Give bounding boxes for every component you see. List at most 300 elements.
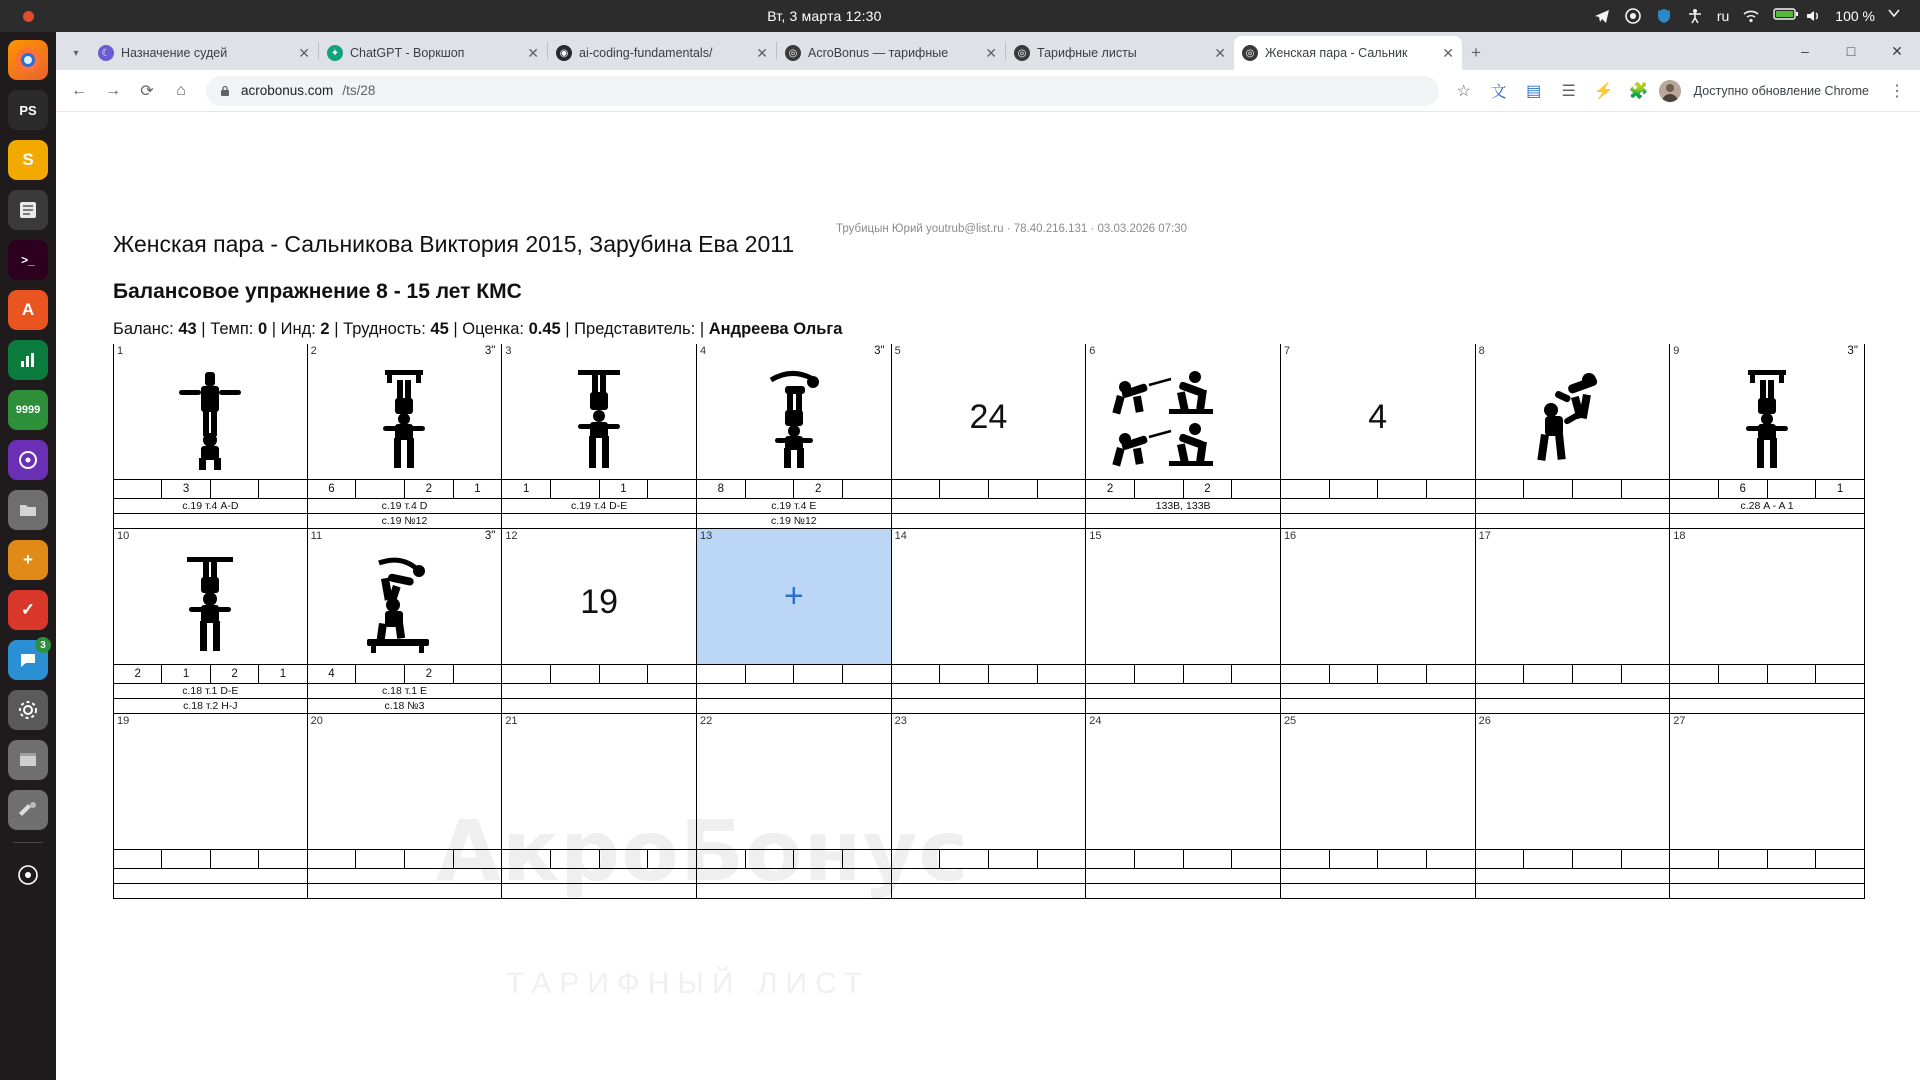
tab-5-active[interactable] (1234, 36, 1462, 70)
note-cell-23[interactable] (892, 884, 1087, 899)
tab-close-icon[interactable]: ✕ (985, 44, 997, 61)
note-cell-5[interactable] (892, 499, 1087, 514)
dock-item-checkmark-app[interactable]: ✓ (8, 590, 48, 630)
score-cell-23[interactable] (892, 850, 1087, 869)
record-icon[interactable] (1624, 7, 1642, 25)
grid-row-1-scores (113, 480, 1865, 499)
score-q3 (405, 850, 454, 868)
kebab-menu-icon[interactable]: ⋮ (1889, 82, 1905, 100)
home-icon[interactable]: ⌂ (176, 81, 186, 99)
score-q3 (1573, 850, 1622, 868)
accessibility-icon[interactable] (1686, 7, 1704, 25)
dock-item-libreoffice-calc[interactable] (8, 340, 48, 380)
score-q2 (1330, 850, 1379, 868)
pictogram-pair-double-roll (1086, 358, 1280, 476)
note-cell-25[interactable] (1281, 869, 1476, 884)
score-cell-10[interactable] (113, 665, 308, 684)
note-cell-2[interactable]: с.19 т.4 D (308, 499, 503, 514)
element-cell-16[interactable] (1281, 529, 1476, 665)
score-q3 (1378, 850, 1427, 868)
pictogram-pair-stand-head (114, 543, 307, 661)
note-cell-24[interactable] (1086, 884, 1281, 899)
reload-icon[interactable]: ⟳ (140, 82, 154, 100)
element-cell-3[interactable] (502, 344, 697, 480)
note-cell-27[interactable] (1670, 869, 1865, 884)
record-dot-icon (23, 11, 34, 22)
cell-number (502, 543, 696, 661)
score-q4 (454, 665, 502, 683)
note-cell-26[interactable] (1476, 884, 1671, 899)
score-q1 (1281, 665, 1330, 683)
volume-icon[interactable] (1804, 7, 1822, 25)
note-cell-25[interactable] (1281, 884, 1476, 899)
note-cell-5[interactable] (892, 514, 1087, 529)
lightning-icon[interactable]: ⚡ (1593, 82, 1614, 100)
note-cell-7[interactable] (1281, 514, 1476, 529)
score-q3 (211, 850, 259, 868)
note-cell-24[interactable] (1086, 869, 1281, 884)
dock-item-media-player[interactable] (8, 440, 48, 480)
score-q3: 2 (211, 665, 259, 683)
battery-icon[interactable] (1773, 7, 1791, 25)
score-q1 (892, 480, 941, 498)
note-cell-3[interactable]: с.19 т.4 D-E (502, 499, 697, 514)
score-q3 (989, 480, 1038, 498)
grid-row-1-notes-b (113, 514, 1865, 529)
dock-item-terminal[interactable]: >_ (8, 240, 48, 280)
element-cell-19[interactable] (113, 714, 308, 850)
tab-close-icon[interactable]: ✕ (298, 44, 310, 61)
element-cell-17[interactable] (1476, 529, 1671, 665)
difficulty-value: 45 (430, 320, 449, 338)
dock-item-settings[interactable] (8, 690, 48, 730)
score-q4 (843, 480, 891, 498)
element-cell-1[interactable] (113, 344, 308, 480)
dock-divider (13, 842, 43, 843)
element-cell-20[interactable] (308, 714, 503, 850)
score-cell-26[interactable] (1476, 850, 1671, 869)
score-q4 (1816, 850, 1864, 868)
note-cell-11[interactable]: с.18 №3 (308, 699, 503, 714)
score-cell-14[interactable] (892, 665, 1087, 684)
dock-item-firefox[interactable] (8, 40, 48, 80)
score-cell-20[interactable] (308, 850, 503, 869)
ind-label: Инд: (280, 320, 316, 338)
note-cell-4[interactable]: с.19 т.4 E (697, 499, 892, 514)
score-q4 (1816, 665, 1864, 683)
reading-list-icon[interactable]: ☰ (1561, 82, 1576, 100)
dock-item-show-apps[interactable] (8, 855, 48, 895)
pictogram-pair-stand-arms (502, 358, 696, 476)
score-q2 (1135, 480, 1184, 498)
score-cell-12[interactable] (502, 665, 697, 684)
score-cell-1[interactable] (113, 480, 308, 499)
note-cell-9[interactable] (1670, 514, 1865, 529)
score-cell-7[interactable] (1281, 480, 1476, 499)
score-q1 (697, 665, 746, 683)
score-cell-5[interactable] (892, 480, 1087, 499)
tempo-label: Темп: (210, 320, 254, 338)
score-q2 (746, 665, 795, 683)
back-arrow-icon[interactable]: ← (71, 81, 87, 99)
score-cell-22[interactable] (697, 850, 892, 869)
note-cell-6[interactable]: 133В, 133В (1086, 499, 1281, 514)
score-q1: 8 (697, 480, 746, 498)
grid-row-3-notes-a (113, 869, 1865, 884)
cell-duration: 3" (1847, 345, 1858, 357)
acrobonus-icon: ◎ (1242, 45, 1258, 61)
score-cell-15[interactable] (1086, 665, 1281, 684)
score-q4 (843, 850, 891, 868)
note-cell-16[interactable] (1281, 699, 1476, 714)
dock-item-sublime[interactable]: S (8, 140, 48, 180)
element-cell-5[interactable] (892, 344, 1087, 480)
note-cell-1[interactable]: с.19 т.4 A-D (113, 499, 308, 514)
wifi-icon[interactable] (1742, 7, 1760, 25)
element-cell-13-add[interactable] (697, 529, 892, 665)
grid-row-1 (113, 344, 1865, 480)
score-q3: 1 (600, 480, 649, 498)
note-cell-21[interactable] (502, 869, 697, 884)
tab-label: Тарифные листы (1037, 46, 1137, 60)
cell-index: 26 (1478, 715, 1491, 727)
dock-item-numbers-app[interactable]: 9999 (8, 390, 48, 430)
score-q1 (1670, 850, 1719, 868)
note-cell-10[interactable]: с.18 т.1 D-E (113, 684, 308, 699)
dock-item-archive-app[interactable] (8, 740, 48, 780)
note-cell-9[interactable]: с.28 A - A 1 (1670, 499, 1865, 514)
note-cell-3[interactable] (502, 514, 697, 529)
note-cell-16[interactable] (1281, 684, 1476, 699)
acrobonus-icon: ◎ (785, 45, 801, 61)
note-cell-22[interactable] (697, 884, 892, 899)
tab-close-icon[interactable]: ✕ (1214, 44, 1226, 61)
score-q3 (1768, 850, 1817, 868)
score-q1 (1086, 665, 1135, 683)
new-tab-button[interactable]: + (1471, 43, 1481, 62)
score-q1 (1670, 665, 1719, 683)
score-cell-27[interactable] (1670, 850, 1865, 869)
element-number: 19 (580, 582, 619, 621)
github-icon: ◉ (556, 45, 572, 61)
tab-strip (56, 32, 1920, 70)
browser-toolbar (56, 70, 1920, 112)
window-maximize-button[interactable]: □ (1846, 43, 1856, 59)
tab-label: ChatGPT - Воркшоп (350, 46, 465, 60)
score-q1 (1670, 480, 1719, 498)
note-cell-23[interactable] (892, 869, 1087, 884)
score-q1: 1 (502, 480, 551, 498)
note-cell-8[interactable] (1476, 514, 1671, 529)
translate-icon[interactable]: 文 (1490, 84, 1507, 101)
puzzle-icon[interactable]: 🧩 (1628, 82, 1649, 100)
score-q2 (1135, 665, 1184, 683)
cell-index: 10 (117, 530, 130, 542)
battery-percent: 100 % (1835, 8, 1875, 24)
tab-label: Назначение судей (121, 46, 228, 60)
element-cell-7[interactable] (1281, 344, 1476, 480)
note-cell-27[interactable] (1670, 884, 1865, 899)
dock-item-files[interactable] (8, 490, 48, 530)
score-cell-21[interactable] (502, 850, 697, 869)
site-info-icon[interactable] (218, 84, 232, 98)
chrome-update-label: Доступно обновление Chrome (1693, 83, 1869, 98)
tab-close-icon[interactable]: ✕ (527, 44, 539, 61)
grade-label: Оценка: (462, 320, 524, 338)
cell-index: 1 (117, 345, 124, 357)
note-cell-17[interactable] (1476, 684, 1671, 699)
element-cell-2[interactable] (308, 344, 503, 480)
element-cell-15[interactable] (1086, 529, 1281, 665)
score-q4 (1427, 480, 1475, 498)
pictogram-pair-handstand (697, 358, 891, 476)
note-cell-15[interactable] (1086, 684, 1281, 699)
note-cell-7[interactable] (1281, 499, 1476, 514)
score-q1: 2 (1086, 480, 1135, 498)
cell-index: 21 (505, 715, 518, 727)
score-q1: 2 (114, 665, 162, 683)
element-cell-9[interactable] (1670, 344, 1865, 480)
score-q1 (114, 850, 162, 868)
score-cell-11[interactable] (308, 665, 503, 684)
score-q2 (746, 850, 795, 868)
note-cell-18[interactable] (1670, 684, 1865, 699)
note-cell-12[interactable] (502, 684, 697, 699)
os-clock[interactable]: Вт, 3 марта 12:30 (767, 8, 882, 24)
dock-item-ubuntu-software[interactable]: A (8, 290, 48, 330)
score-q3 (1184, 665, 1233, 683)
note-cell-8[interactable] (1476, 499, 1671, 514)
os-tray (1593, 7, 1920, 25)
os-topbar (0, 0, 1920, 32)
note-cell-10[interactable]: с.18 т.2 H-J (113, 699, 308, 714)
score-q4 (259, 850, 306, 868)
forward-arrow-icon[interactable]: → (105, 81, 121, 99)
score-q1 (502, 665, 551, 683)
score-cell-19[interactable] (113, 850, 308, 869)
score-q3: 2 (794, 480, 843, 498)
score-cell-2[interactable] (308, 480, 503, 499)
score-q2 (356, 665, 405, 683)
note-cell-2[interactable]: с.19 №12 (308, 514, 503, 529)
score-cell-17[interactable] (1476, 665, 1671, 684)
tab-search-chevron-icon[interactable]: ▾ (73, 47, 79, 59)
score-cell-9[interactable] (1670, 480, 1865, 499)
score-q1 (308, 850, 357, 868)
element-cell-23[interactable] (892, 714, 1087, 850)
dock-item-add-app[interactable]: + (8, 540, 48, 580)
page-title: Женская пара - Сальникова Виктория 2015, Зарубина Ева 2011 (113, 231, 795, 257)
element-cell-10[interactable] (113, 529, 308, 665)
score-q2 (940, 665, 989, 683)
tempo-value: 0 (257, 320, 268, 338)
tab-close-icon[interactable]: ✕ (1442, 44, 1454, 61)
tab-0[interactable] (90, 36, 318, 70)
element-cell-4[interactable] (697, 344, 892, 480)
dock-item-chat-app[interactable] (8, 640, 48, 680)
add-element-icon[interactable]: + (783, 577, 804, 615)
element-cell-24[interactable] (1086, 714, 1281, 850)
chrome-update-button[interactable] (1686, 77, 1877, 105)
grid-row-3-scores (113, 850, 1865, 869)
note-cell-15[interactable] (1086, 699, 1281, 714)
score-q4 (1622, 850, 1670, 868)
element-cell-14[interactable] (892, 529, 1087, 665)
score-q2 (1330, 665, 1379, 683)
score-q2 (1524, 850, 1573, 868)
address-bar[interactable] (206, 76, 1439, 106)
element-cell-21[interactable] (502, 714, 697, 850)
acrobonus-icon: ◎ (1014, 45, 1030, 61)
window-minimize-button[interactable]: – (1801, 43, 1809, 59)
note-cell-20[interactable] (308, 884, 503, 899)
note-cell-19[interactable] (113, 869, 308, 884)
cell-number (1281, 358, 1475, 476)
score-cell-6[interactable] (1086, 480, 1281, 499)
window-close-button[interactable]: ✕ (1891, 42, 1903, 59)
score-q4 (648, 480, 696, 498)
power-menu-icon[interactable] (1888, 7, 1906, 25)
score-q2 (551, 850, 600, 868)
note-cell-13[interactable] (697, 684, 892, 699)
activities-indicator[interactable] (0, 11, 56, 22)
element-cell-25[interactable] (1281, 714, 1476, 850)
pictogram-pair-stand (114, 358, 307, 476)
element-number: 24 (969, 397, 1008, 436)
tab-1[interactable] (319, 36, 547, 70)
balance-value: 43 (178, 320, 197, 338)
grid-row-2-notes-a (113, 684, 1865, 699)
score-q1 (1281, 850, 1330, 868)
note-cell-12[interactable] (502, 699, 697, 714)
element-cell-6[interactable] (1086, 344, 1281, 480)
element-cell-22[interactable] (697, 714, 892, 850)
score-q3 (1573, 665, 1622, 683)
cell-index: 20 (310, 715, 323, 727)
session-info: Трубицын Юрий youtrub@list.ru · 78.40.216.131 · 03.03.2026 07:30 (836, 223, 1188, 235)
note-cell-26[interactable] (1476, 869, 1671, 884)
score-cell-3[interactable] (502, 480, 697, 499)
dock-item-notes[interactable] (8, 190, 48, 230)
save-page-icon[interactable]: ▤ (1526, 82, 1542, 100)
toolbar-right (1449, 76, 1912, 106)
cell-index: 8 (1478, 345, 1485, 357)
cell-index: 23 (894, 715, 907, 727)
element-cell-27[interactable] (1670, 714, 1865, 850)
score-cell-24[interactable] (1086, 850, 1281, 869)
representative-label: Представитель: (574, 320, 696, 338)
cell-index: 14 (894, 530, 907, 542)
tab-close-icon[interactable]: ✕ (756, 44, 768, 61)
element-cell-11[interactable] (308, 529, 503, 665)
note-cell-20[interactable] (308, 869, 503, 884)
url-domain: acrobonus.com (241, 83, 334, 98)
note-cell-22[interactable] (697, 869, 892, 884)
element-cell-12[interactable] (502, 529, 697, 665)
moon-icon: ☾ (98, 45, 114, 61)
score-cell-8[interactable] (1476, 480, 1671, 499)
score-q1 (1281, 480, 1330, 498)
element-cell-26[interactable] (1476, 714, 1671, 850)
cell-index: 18 (1673, 530, 1686, 542)
dock-item-tweaks-app[interactable] (8, 790, 48, 830)
score-cell-18[interactable] (1670, 665, 1865, 684)
score-q4 (1232, 665, 1280, 683)
ind-value: 2 (320, 320, 330, 338)
grid-row-2-scores (113, 665, 1865, 684)
tab-label: ai-coding-fundamentals/ (579, 46, 713, 60)
score-q3: 2 (405, 480, 454, 498)
note-cell-14[interactable] (892, 684, 1087, 699)
pictogram-pair-shoulder-stand (308, 358, 502, 476)
score-q3 (600, 850, 649, 868)
score-cell-16[interactable] (1281, 665, 1476, 684)
score-q2 (1719, 850, 1768, 868)
note-cell-21[interactable] (502, 884, 697, 899)
score-q2 (551, 665, 600, 683)
score-q2: 6 (1719, 480, 1768, 498)
note-cell-14[interactable] (892, 699, 1087, 714)
tab-4[interactable] (1006, 36, 1234, 70)
cell-index: 12 (505, 530, 518, 542)
tab-3[interactable] (777, 36, 1005, 70)
cell-number (892, 358, 1086, 476)
note-cell-4[interactable]: с.19 №12 (697, 514, 892, 529)
cell-index: 22 (699, 715, 713, 727)
score-q2: 3 (162, 480, 210, 498)
pictogram-pair-lift-side (1476, 358, 1670, 476)
grade-value: 0.45 (528, 320, 561, 338)
telegram-icon[interactable] (1593, 7, 1611, 25)
score-q4 (1427, 850, 1475, 868)
score-cell-13[interactable] (697, 665, 892, 684)
keyboard-layout[interactable]: ru (1716, 8, 1730, 24)
avatar[interactable] (1659, 80, 1681, 102)
cell-index: 9 (1673, 345, 1680, 357)
tab-2[interactable] (548, 36, 776, 70)
element-cell-18[interactable] (1670, 529, 1865, 665)
dock-item-pycharm[interactable]: PS (8, 90, 48, 130)
cell-index: 11 (310, 530, 323, 542)
pictogram-pair-shoulder-stand (1670, 358, 1864, 476)
note-cell-17[interactable] (1476, 699, 1671, 714)
score-q4: 1 (279, 668, 287, 680)
cell-index: 2 (310, 345, 317, 357)
score-q1 (1476, 850, 1525, 868)
element-number: 4 (1368, 397, 1388, 436)
note-cell-6[interactable] (1086, 514, 1281, 529)
shield-icon[interactable] (1655, 7, 1673, 25)
score-q2 (356, 850, 405, 868)
score-cell-4[interactable] (697, 480, 892, 499)
note-cell-11[interactable]: с.18 т.1 E (308, 684, 503, 699)
cell-duration: 3" (874, 345, 885, 357)
score-q2 (1524, 665, 1573, 683)
score-q2 (746, 480, 795, 498)
element-cell-8[interactable] (1476, 344, 1671, 480)
star-icon[interactable]: ☆ (1456, 82, 1471, 100)
note-cell-18[interactable] (1670, 699, 1865, 714)
score-q3 (989, 850, 1038, 868)
score-cell-25[interactable] (1281, 850, 1476, 869)
note-cell-19[interactable] (113, 884, 308, 899)
score-q3 (1378, 665, 1427, 683)
note-cell-13[interactable] (697, 699, 892, 714)
score-q1: 6 (308, 480, 357, 498)
grid-row-1-notes-a (113, 499, 1865, 514)
cell-index: 5 (894, 345, 901, 357)
note-cell-1[interactable] (113, 514, 308, 529)
